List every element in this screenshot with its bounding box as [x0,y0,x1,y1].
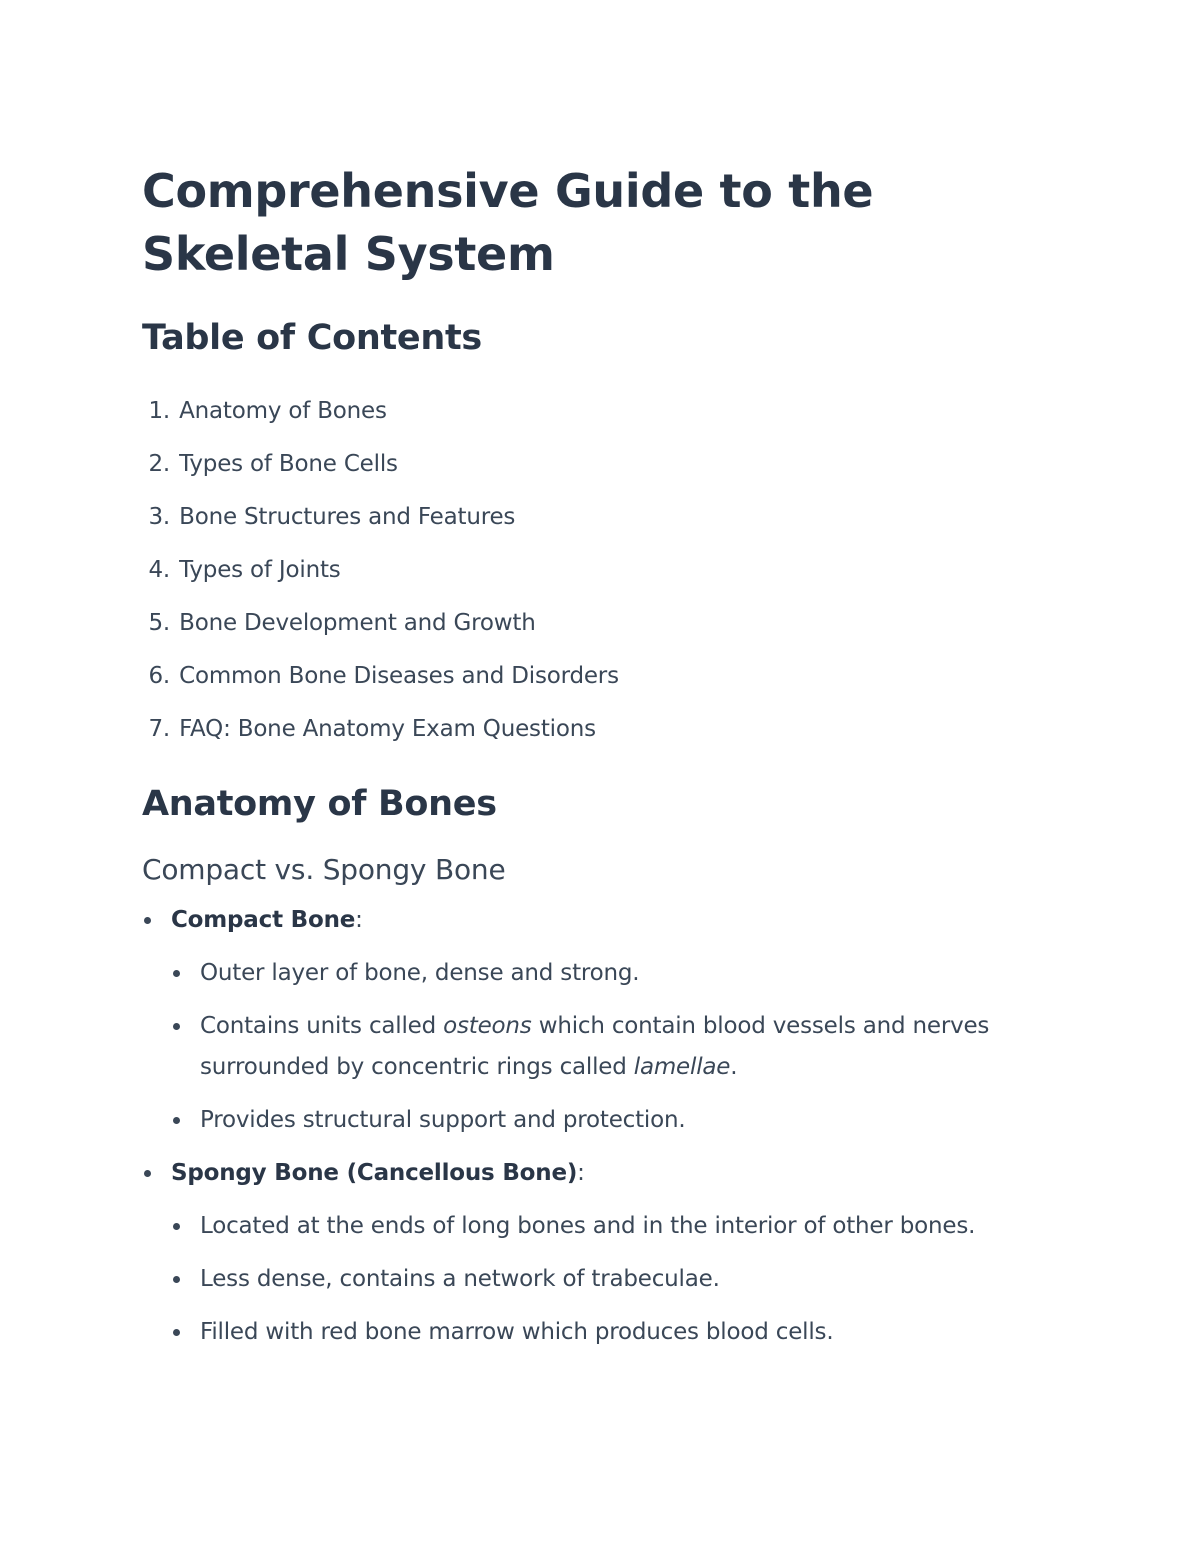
bullet-icon [144,917,151,924]
toc-item-number: 6. [148,663,170,689]
toc-item[interactable] [142,491,1072,544]
bullet-icon [173,1223,180,1230]
list-item-spongy-bone [142,1153,1072,1353]
point-text: Filled with red bone marrow which produces blood cells. [200,1319,834,1345]
term-spongy-bone: Spongy Bone (Cancellous Bone) [171,1160,578,1186]
table-of-contents [142,385,1072,756]
document-title: Comprehensive Guide to the Skeletal System [142,164,874,281]
section-subheading: Compact vs. Spongy Bone [142,853,506,886]
toc-item-label[interactable]: Common Bone Diseases and Disorders [179,663,619,689]
section-heading: Anatomy of Bones [142,784,497,824]
toc-item-number: 2. [148,451,170,477]
point-text: Contains units called [200,1013,444,1039]
bone-type-list [142,900,1072,1353]
bullet-icon [173,1329,180,1336]
toc-item-number: 5. [148,610,170,636]
point-text: Located at the ends of long bones and in the interior of other bones. [200,1213,976,1239]
point-text: Provides structural support and protection. [200,1107,686,1133]
bullet-icon [144,1170,151,1177]
list-item [171,1006,1072,1088]
toc-item-number: 7. [148,716,170,742]
toc-item[interactable] [142,385,1072,438]
point-text: which contain blood vessels and nerves surrounded by concentric rings called [200,1013,990,1080]
term-colon: : [355,907,363,933]
term-compact-bone: Compact Bone [171,907,356,933]
toc-item[interactable] [142,703,1072,756]
toc-item[interactable] [142,544,1072,597]
compact-bone-points [171,953,1072,1141]
toc-item-label[interactable]: Types of Joints [179,557,341,583]
bullet-icon [173,1023,180,1030]
list-item [171,1312,1072,1353]
bullet-icon [173,1276,180,1283]
emphasis-lamellae: lamellae [633,1054,731,1080]
list-item [171,1100,1072,1141]
toc-item-label[interactable]: Anatomy of Bones [179,398,387,424]
bullet-icon [173,970,180,977]
point-text: Less dense, contains a network of trabeculae. [200,1266,720,1292]
term-colon: : [577,1160,585,1186]
toc-item-label[interactable]: Types of Bone Cells [179,451,398,477]
toc-item-label[interactable]: Bone Development and Growth [179,610,536,636]
toc-item-number: 3. [148,504,170,530]
bullet-icon [173,1117,180,1124]
spongy-bone-points [171,1206,1072,1353]
toc-item-number: 4. [148,557,170,583]
list-item [171,1206,1072,1247]
list-item [171,1259,1072,1300]
toc-item-label[interactable]: FAQ: Bone Anatomy Exam Questions [179,716,596,742]
toc-heading: Table of Contents [142,318,482,358]
toc-item[interactable] [142,597,1072,650]
toc-item[interactable] [142,650,1072,703]
point-text: Outer layer of bone, dense and strong. [200,960,640,986]
toc-item[interactable] [142,438,1072,491]
emphasis-osteons: osteons [443,1013,532,1039]
toc-item-label[interactable]: Bone Structures and Features [179,504,516,530]
toc-item-number: 1. [148,398,170,424]
list-item-compact-bone [142,900,1072,1141]
document-page [142,160,1072,1365]
point-text: . [730,1054,738,1080]
list-item [171,953,1072,994]
